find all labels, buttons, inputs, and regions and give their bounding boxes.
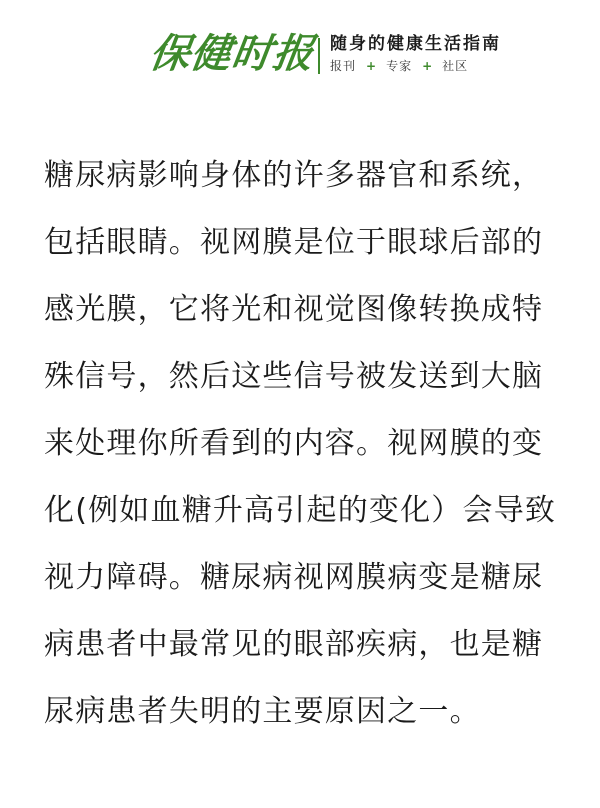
plus-icon: + — [366, 59, 377, 73]
article-body — [44, 142, 560, 745]
article-paragraph: 糖尿病影响身体的许多器官和系统，包括眼睛。视网膜是位于眼球后部的感光膜，它将光和视觉图像转换成特殊信号，然后这些信号被发送到大脑来处理你所看到的内容。视网膜的变化(例如血糖升高引起的变化）会导致视力障碍。糖尿病视网膜病变是糖尿病患者中最常见的眼部疾病，也是糖尿病患者失明的主要原因之一。 — [44, 158, 557, 729]
brand-slogan: 随身的健康生活指南 — [330, 34, 501, 54]
subline-item-newspaper: 报刊 — [330, 59, 357, 73]
brand-logo: 保健时报 — [146, 30, 318, 77]
brand-subline — [330, 57, 468, 75]
subline-item-experts: 专家 — [386, 59, 413, 73]
page-header — [0, 0, 600, 110]
header-divider — [318, 38, 320, 74]
plus-icon: + — [422, 59, 433, 73]
subline-item-community: 社区 — [442, 59, 469, 73]
